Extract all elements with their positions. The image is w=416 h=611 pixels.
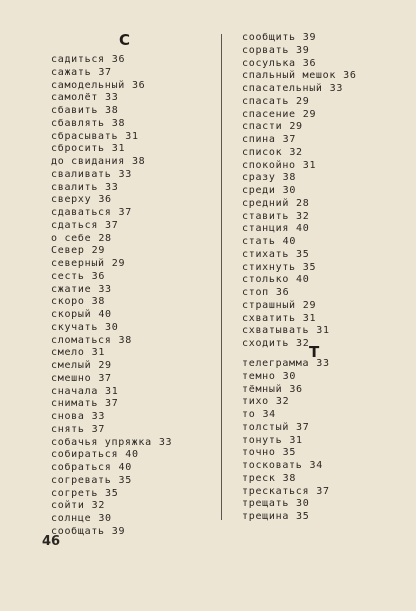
index-entry <box>51 271 105 283</box>
entry-word: столько <box>242 274 290 286</box>
index-entry <box>51 54 125 66</box>
index-entry <box>242 274 310 286</box>
entry-word: снова <box>51 411 85 422</box>
index-entry <box>51 488 119 500</box>
entry-page-ref: 37 <box>91 423 106 435</box>
entry-page-ref: 40 <box>296 274 310 286</box>
index-entry <box>242 70 357 82</box>
entry-word: спина <box>242 134 276 145</box>
entry-page-ref: 30 <box>105 321 119 333</box>
entry-word: сжатие <box>51 283 92 295</box>
entry-page-ref: 30 <box>282 185 297 196</box>
index-entry <box>51 131 139 143</box>
entry-word: схватывать <box>242 325 310 337</box>
page-number: 46 <box>42 534 61 549</box>
index-entry <box>242 498 310 510</box>
entry-word: стихать <box>242 248 290 260</box>
entry-word: сбросить <box>51 143 105 155</box>
entry-word: толстый <box>242 421 290 433</box>
entry-page-ref: 33 <box>118 168 132 180</box>
entry-page-ref: 29 <box>296 95 310 107</box>
entry-word: тонуть <box>242 434 283 446</box>
entry-word: скоро <box>51 296 85 308</box>
index-entry <box>51 500 105 512</box>
entry-page-ref: 40 <box>296 223 310 235</box>
index-entry <box>242 300 316 312</box>
entry-page-ref: 30 <box>282 370 297 382</box>
index-entry <box>242 409 276 421</box>
entry-word: солнце <box>51 513 92 524</box>
entry-page-ref: 31 <box>302 312 317 324</box>
entry-word: снять <box>51 423 85 435</box>
index-entry <box>51 360 112 372</box>
index-entry <box>51 80 145 92</box>
entry-word: список <box>242 146 283 158</box>
index-entry <box>242 147 303 159</box>
entry-word: сразу <box>242 172 276 184</box>
index-entry <box>242 460 323 472</box>
index-entry <box>51 424 105 436</box>
index-entry <box>242 109 316 121</box>
entry-word: сходить <box>242 338 290 349</box>
entry-page-ref: 36 <box>275 287 290 298</box>
entry-page-ref: 34 <box>262 409 276 420</box>
index-entry <box>51 309 112 321</box>
index-entry <box>242 473 296 485</box>
entry-page-ref: 29 <box>91 245 106 257</box>
entry-page-ref: 37 <box>316 485 330 497</box>
entry-word: тёмный <box>242 383 283 395</box>
entry-word: сдаваться <box>51 207 112 218</box>
entry-page-ref: 36 <box>131 79 146 91</box>
entry-page-ref: 34 <box>309 460 323 471</box>
index-entry <box>242 338 310 350</box>
entry-word: тосковать <box>242 460 303 471</box>
entry-page-ref: 32 <box>296 338 310 349</box>
index-entry <box>51 182 119 194</box>
index-entry <box>51 296 105 308</box>
entry-page-ref: 37 <box>282 134 297 145</box>
entry-page-ref: 33 <box>158 436 173 448</box>
entry-page-ref: 38 <box>282 472 297 484</box>
index-entry <box>242 134 296 146</box>
entry-page-ref: 31 <box>105 385 119 397</box>
entry-page-ref: 40 <box>98 309 112 320</box>
entry-word: трещина <box>242 511 290 522</box>
entry-page-ref: 38 <box>118 334 132 346</box>
index-entry <box>242 45 310 57</box>
entry-word: спальный мешок <box>242 70 337 82</box>
index-entry <box>51 156 145 168</box>
entry-word: собачья упряжка <box>51 436 152 448</box>
index-entry <box>242 83 343 95</box>
index-entry <box>242 211 310 223</box>
entry-word: среди <box>242 185 276 196</box>
entry-word: стихнуть <box>242 261 296 273</box>
entry-word: спасать <box>242 95 290 107</box>
entry-page-ref: 40 <box>282 236 297 247</box>
entry-word: сосулька <box>242 57 296 69</box>
index-entry <box>242 396 289 408</box>
index-entry <box>242 185 296 197</box>
entry-page-ref: 37 <box>98 66 112 78</box>
entry-word: о себе <box>51 232 92 244</box>
entry-word: скучать <box>51 321 99 333</box>
entry-word: спасти <box>242 121 283 133</box>
entry-word: сбавить <box>51 105 99 116</box>
entry-word: трещать <box>242 498 290 510</box>
entry-page-ref: 37 <box>118 207 132 218</box>
index-entry <box>242 447 296 459</box>
entry-page-ref: 39 <box>302 32 317 43</box>
entry-word: смело <box>51 347 85 359</box>
index-entry <box>242 313 316 325</box>
entry-page-ref: 39 <box>296 44 310 56</box>
entry-page-ref: 32 <box>289 146 303 158</box>
entry-word: сваливать <box>51 168 112 180</box>
index-entry <box>242 384 303 396</box>
entry-word: стоп <box>242 287 269 298</box>
entry-page-ref: 38 <box>282 172 297 184</box>
entry-page-ref: 28 <box>296 197 310 209</box>
entry-page-ref: 30 <box>98 513 112 524</box>
entry-word: то <box>242 409 256 420</box>
entry-page-ref: 29 <box>98 360 112 371</box>
entry-page-ref: 29 <box>302 108 317 120</box>
entry-word: скорый <box>51 309 92 320</box>
entry-page-ref: 29 <box>289 121 303 133</box>
index-entry <box>51 462 132 474</box>
entry-page-ref: 35 <box>296 511 310 522</box>
entry-word: тихо <box>242 396 269 408</box>
index-entry <box>51 169 132 181</box>
index-entry <box>242 236 296 248</box>
entry-page-ref: 38 <box>131 156 146 167</box>
entry-word: собраться <box>51 462 112 473</box>
index-entry <box>51 335 132 347</box>
entry-word: садиться <box>51 54 105 65</box>
entry-word: точно <box>242 447 276 459</box>
entry-page-ref: 36 <box>98 194 112 206</box>
entry-word: сообщить <box>242 32 296 43</box>
index-entry <box>51 347 105 359</box>
entry-page-ref: 35 <box>105 487 119 499</box>
entry-word: спасение <box>242 108 296 120</box>
entry-word: смелый <box>51 360 92 371</box>
entry-word: смешно <box>51 372 92 384</box>
entry-word: самолёт <box>51 92 99 104</box>
entry-page-ref: 38 <box>105 105 119 116</box>
index-entry <box>242 262 316 274</box>
entry-word: сорвать <box>242 44 290 56</box>
entry-page-ref: 40 <box>125 449 139 461</box>
entry-word: схватить <box>242 312 296 324</box>
entry-word: до свидания <box>51 156 125 167</box>
entry-page-ref: 40 <box>118 462 132 473</box>
entry-word: сначала <box>51 385 99 397</box>
entry-page-ref: 36 <box>302 57 317 69</box>
entry-page-ref: 31 <box>316 325 330 337</box>
entry-page-ref: 29 <box>111 258 126 269</box>
entry-page-ref: 36 <box>91 270 106 282</box>
entry-word: стать <box>242 236 276 247</box>
index-entry <box>242 511 310 523</box>
index-entry <box>51 220 119 232</box>
entry-page-ref: 29 <box>302 299 317 311</box>
entry-page-ref: 33 <box>329 83 344 94</box>
index-entry <box>51 411 105 423</box>
entry-page-ref: 35 <box>118 474 132 486</box>
entry-word: сесть <box>51 270 85 282</box>
entry-word: телеграмма <box>242 358 310 369</box>
entry-word: сажать <box>51 66 92 78</box>
index-entry <box>51 67 112 79</box>
index-entry <box>242 422 310 434</box>
index-entry <box>242 172 296 184</box>
entry-page-ref: 32 <box>296 210 310 222</box>
entry-page-ref: 31 <box>289 434 303 446</box>
entry-word: ставить <box>242 210 290 222</box>
section-heading-s: С <box>119 31 131 49</box>
entry-page-ref: 33 <box>105 92 119 104</box>
entry-page-ref: 33 <box>91 411 106 422</box>
index-entry <box>242 371 296 383</box>
entry-page-ref: 32 <box>91 500 106 512</box>
entry-page-ref: 35 <box>296 248 310 260</box>
index-entry <box>51 373 112 385</box>
index-entry <box>242 96 310 108</box>
entry-page-ref: 37 <box>105 219 119 231</box>
index-entry <box>242 325 330 337</box>
entry-page-ref: 37 <box>296 421 310 433</box>
index-entry <box>51 207 132 219</box>
entry-page-ref: 32 <box>275 396 290 408</box>
index-entry <box>51 386 119 398</box>
entry-page-ref: 38 <box>91 296 106 308</box>
index-entry <box>51 449 139 461</box>
entry-page-ref: 31 <box>111 143 126 155</box>
entry-page-ref: 37 <box>105 398 119 410</box>
index-entry <box>51 105 119 117</box>
entry-page-ref: 36 <box>111 54 126 65</box>
index-entry <box>242 32 316 44</box>
entry-word: спасательный <box>242 83 323 94</box>
entry-word: спокойно <box>242 159 296 171</box>
entry-page-ref: 30 <box>296 498 310 510</box>
entry-word: самодельный <box>51 79 125 91</box>
entry-word: сверху <box>51 194 92 206</box>
entry-page-ref: 31 <box>302 159 317 171</box>
entry-page-ref: 31 <box>125 130 139 142</box>
entry-page-ref: 35 <box>302 261 317 273</box>
index-entry <box>242 160 316 172</box>
entry-word: согревать <box>51 474 112 486</box>
index-entry <box>51 194 112 206</box>
index-entry <box>51 233 112 245</box>
entry-word: Север <box>51 245 85 257</box>
index-entry <box>242 435 303 447</box>
entry-page-ref: 37 <box>98 372 112 384</box>
entry-word: страшный <box>242 299 296 311</box>
entry-word: треск <box>242 472 276 484</box>
index-entry <box>242 287 289 299</box>
index-entry <box>51 398 119 410</box>
entry-page-ref: 38 <box>111 117 126 129</box>
index-entry <box>51 475 132 487</box>
entry-page-ref: 33 <box>98 283 112 295</box>
index-entry <box>242 58 316 70</box>
index-entry <box>51 143 125 155</box>
index-entry <box>51 437 172 449</box>
index-entry <box>242 223 310 235</box>
entry-page-ref: 31 <box>91 347 106 359</box>
index-entry <box>51 284 112 296</box>
entry-word: трескаться <box>242 485 310 497</box>
index-entry <box>51 513 112 525</box>
index-entry <box>51 245 105 257</box>
entry-page-ref: 33 <box>316 358 330 369</box>
entry-word: темно <box>242 370 276 382</box>
entry-page-ref: 33 <box>105 181 119 193</box>
index-entry <box>242 249 310 261</box>
entry-word: снимать <box>51 398 99 410</box>
entry-page-ref: 36 <box>289 383 303 395</box>
entry-word: сломаться <box>51 334 112 346</box>
entry-page-ref: 36 <box>343 70 357 82</box>
entry-word: сообщать <box>51 525 105 537</box>
entry-word: станция <box>242 223 290 235</box>
entry-page-ref: 39 <box>111 525 126 537</box>
entry-word: собираться <box>51 449 119 461</box>
index-entry <box>242 198 310 210</box>
index-entry <box>242 486 330 498</box>
entry-word: сойти <box>51 500 85 512</box>
entry-word: северный <box>51 258 105 269</box>
entry-word: свалить <box>51 181 99 193</box>
section-heading-t: Т <box>309 343 320 361</box>
entry-word: сбавлять <box>51 117 105 129</box>
entry-word: средний <box>242 197 290 209</box>
index-entry <box>51 258 125 270</box>
entry-page-ref: 28 <box>98 232 112 244</box>
entry-word: согреть <box>51 487 99 499</box>
column-divider <box>221 34 222 520</box>
index-entry <box>242 121 303 133</box>
index-entry <box>51 322 119 334</box>
entry-word: сбрасывать <box>51 130 119 142</box>
entry-page-ref: 35 <box>282 447 297 459</box>
index-entry <box>51 92 119 104</box>
index-entry <box>51 526 125 538</box>
index-entry <box>51 118 125 130</box>
entry-word: сдаться <box>51 219 99 231</box>
